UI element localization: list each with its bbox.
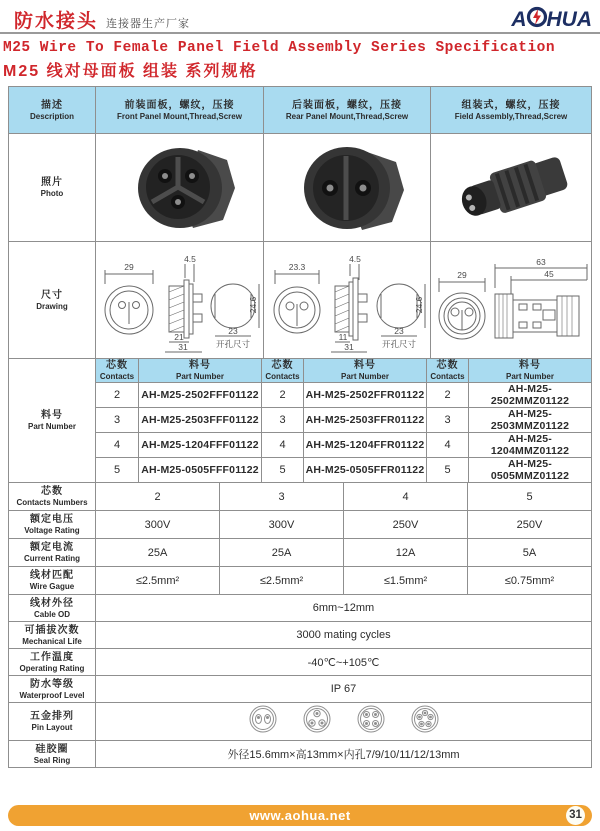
footer-url: www.aohua.net [249, 808, 351, 823]
contacts-header: 芯数 Contacts [426, 359, 468, 382]
svg-text:23.3: 23.3 [288, 261, 305, 272]
photo-field-assembly-connector [430, 134, 591, 241]
cable-od-row: 线材外径 Cable OD 6mm~12mm [9, 594, 591, 621]
aohua-logo [511, 6, 592, 34]
part-number-subheader [96, 359, 591, 382]
pn-row-3: 3 AH-M25-2503FFF01122 3 AH-M25-2503FFR01122 3 AH-M25-2503MMZ01122 [96, 407, 591, 432]
brand-subtitle: 连接器生产厂家 [106, 18, 191, 30]
photo-label: 照片 Photo [40, 177, 64, 198]
mechanical-life-row: 可插拔次数 Mechanical Life 3000 mating cycles [9, 621, 591, 648]
pin-layout-3-icon [302, 704, 332, 739]
page-title-cn: M25 线对母面板 组装 系列规格 [3, 63, 258, 80]
seal-ring-row [9, 740, 591, 767]
drawing-label: 尺寸 Drawing [36, 289, 68, 311]
svg-text:31: 31 [343, 341, 354, 352]
svg-text:29: 29 [123, 261, 134, 272]
row-label: 可插拔次数 Mechanical Life [22, 624, 82, 646]
part-number-label: 料号 Part Number [27, 410, 76, 431]
spec-table [8, 86, 592, 768]
brand-title: 防水接头 [14, 11, 99, 32]
footer-bar [8, 805, 592, 826]
drawing-field-assembly [430, 242, 591, 358]
svg-text:24.6: 24.6 [413, 296, 424, 313]
pin-layout-4-icon [356, 704, 386, 739]
svg-text:31: 31 [177, 341, 188, 352]
photo-row [9, 133, 591, 241]
row-label: 五金排列 Pin Layout [30, 711, 74, 732]
row-label: 硅胶圈 Seal Ring [33, 743, 71, 765]
logo-letters-hua: HUA [546, 8, 592, 31]
svg-text:开孔尺寸: 开孔尺寸 [381, 338, 416, 349]
svg-text:45: 45 [544, 268, 554, 279]
brand [14, 6, 190, 33]
voltage-rating-row: 额定电压 Voltage Rating 300V 300V 250V 250V [9, 510, 591, 538]
column-header-front: 前装面板，螺纹，压接 Front Panel Mount,Thread,Screw [95, 87, 263, 133]
pn-row-2: 2 AH-M25-2502FFF01122 2 AH-M25-2502FFR01122 2 AH-M25-2502MMZ01122 [96, 382, 591, 407]
row-label: 防水等级 Waterproof Level [19, 678, 85, 700]
pn-header: 料号 Part Number [303, 359, 426, 382]
column-header-field: 组装式，螺纹，压接 Field Assembly,Thread,Screw [430, 87, 591, 133]
svg-text:23: 23 [393, 325, 404, 336]
row-label: 额定电流 Current Rating [24, 542, 80, 563]
contacts-header: 芯数 Contacts [261, 359, 303, 382]
photo-front-panel-connector [95, 134, 263, 241]
svg-text:23: 23 [227, 325, 238, 336]
operating-temperature-row: 工作温度 Operating Rating -40℃~+105℃ [9, 648, 591, 675]
page-title-en: M25 Wire To Female Panel Field Assembly Series Specification [3, 40, 556, 56]
contacts-header: 芯数 Contacts [99, 360, 135, 381]
pin-layout-2-icon [248, 704, 278, 739]
logo-bolt-icon [527, 6, 547, 34]
drawing-front-panel [95, 242, 263, 358]
row-label: 工作温度 Operating Rating [19, 651, 85, 673]
pn-header: 料号 Part Number [138, 359, 261, 382]
current-rating-row: 额定电流 Current Rating 25A 25A 12A 5A [9, 538, 591, 566]
pn-row-5: 5 AH-M25-0505FFF01122 5 AH-M25-0505FFR01122 5 AH-M25-0505MMZ01122 [96, 457, 591, 482]
page-header [0, 0, 600, 34]
svg-text:开孔尺寸: 开孔尺寸 [215, 338, 250, 349]
pn-row-4: 4 AH-M25-1204FFF01122 4 AH-M25-1204FFR01122 4 AH-M25-1204MMZ01122 [96, 432, 591, 457]
seal-ring-value: 外径15.6mm×高13mm×内孔7/9/10/11/12/13mm [95, 741, 591, 767]
svg-text:63: 63 [536, 256, 546, 267]
description-label: 描述 Description [29, 99, 74, 121]
pin-layout-cell [95, 703, 591, 740]
pin-layout-row [9, 702, 591, 740]
logo-letter-a: A [511, 8, 527, 31]
wire-gauge-row: 线材匹配 Wire Gague ≤2.5mm² ≤2.5mm² ≤1.5mm² ≤0.75mm² [9, 566, 591, 594]
svg-text:4.5: 4.5 [183, 253, 196, 264]
part-number-block [9, 358, 591, 482]
waterproof-level-row: 防水等级 Waterproof Level IP 67 [9, 675, 591, 702]
svg-text:24.6: 24.6 [247, 296, 258, 313]
page-number-badge: 31 [566, 806, 585, 825]
part-number-grid [95, 359, 591, 482]
drawing-rear-panel [263, 242, 430, 358]
row-label: 芯数 Contacts Numbers [16, 486, 88, 507]
column-header-rear: 后装面板，螺纹，压接 Rear Panel Mount,Thread,Screw [263, 87, 430, 133]
pn-header: 料号 Part Number [468, 359, 591, 382]
svg-text:4.5: 4.5 [348, 253, 361, 264]
contacts-numbers-row: 芯数 Contacts Numbers 2 3 4 5 [9, 482, 591, 510]
svg-text:29: 29 [457, 269, 467, 280]
description-row [9, 87, 591, 133]
drawing-row [9, 241, 591, 358]
pin-layout-5-icon [410, 704, 440, 739]
svg-text:21: 21 [173, 331, 184, 342]
photo-rear-panel-connector [263, 134, 430, 241]
row-label: 额定电压 Voltage Rating [24, 514, 80, 535]
row-label: 线材匹配 Wire Gague [29, 570, 75, 591]
row-label: 线材外径 Cable OD [30, 597, 74, 619]
svg-text:11: 11 [338, 331, 347, 342]
